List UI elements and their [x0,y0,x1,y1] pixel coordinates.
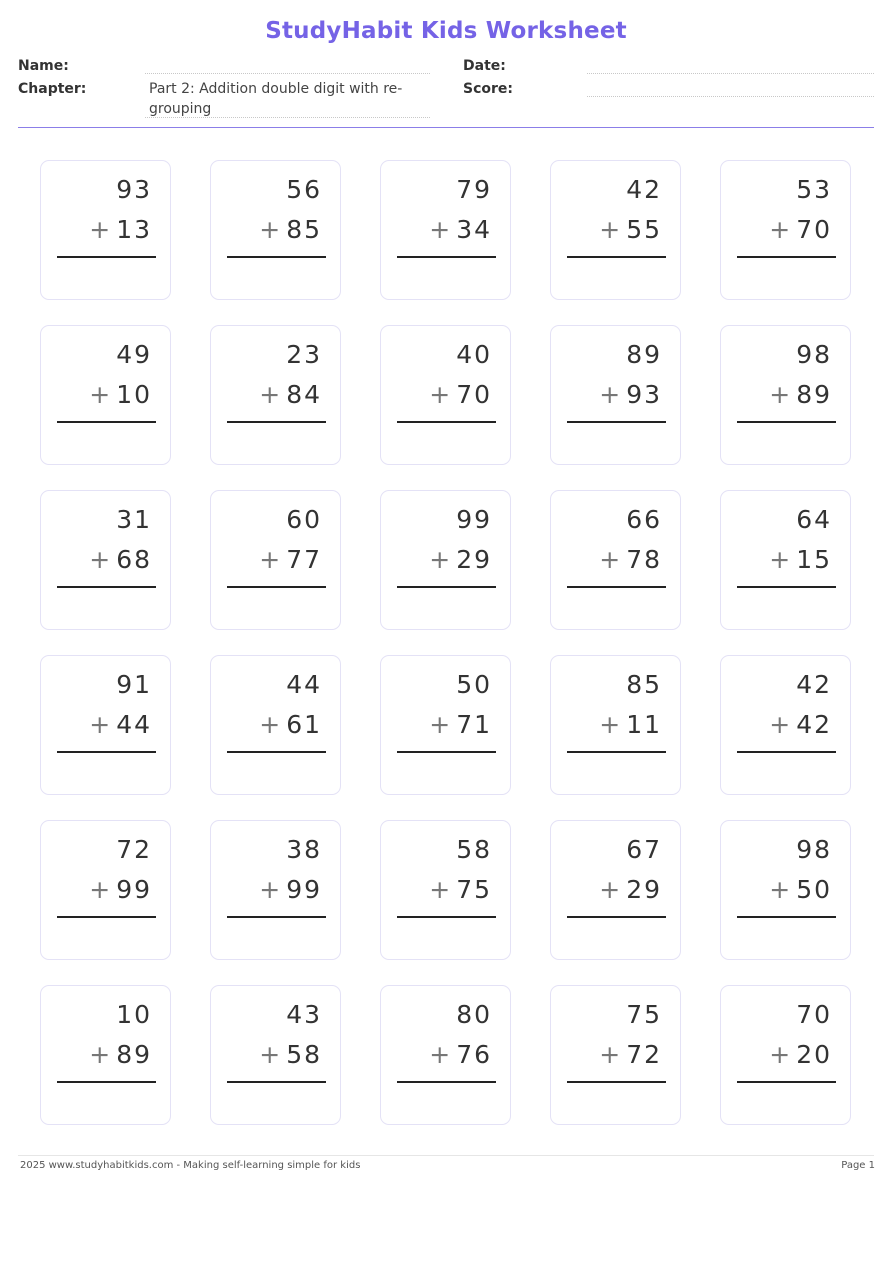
problem-grid [40,160,852,1128]
second-addend: 58 [286,1040,322,1069]
second-addend: 42 [796,710,832,739]
footer-text: 2025 www.studyhabitkids.com - Making self-learning simple for kids [20,1160,361,1171]
problem-card [720,985,851,1125]
problem-card [40,490,171,630]
first-addend: 66 [626,505,662,534]
first-addend: 53 [796,175,832,204]
plus-sign: + [259,710,281,739]
second-addend: 84 [286,380,322,409]
answer-line[interactable] [397,586,496,588]
first-addend: 89 [626,340,662,369]
plus-sign: + [259,545,281,574]
footer-divider [18,1155,874,1156]
first-addend: 50 [456,670,492,699]
problem-card [210,820,341,960]
first-addend: 23 [286,340,322,369]
first-addend: 31 [116,505,152,534]
second-addend: 72 [626,1040,662,1069]
problem-card [210,490,341,630]
problem-card [550,490,681,630]
answer-line[interactable] [737,256,836,258]
plus-sign: + [89,545,111,574]
plus-sign: + [599,1040,621,1069]
first-addend: 70 [796,1000,832,1029]
plus-sign: + [769,1040,791,1069]
plus-sign: + [89,380,111,409]
second-addend: 13 [116,215,152,244]
second-addend: 77 [286,545,322,574]
score-field-line[interactable] [587,96,874,97]
answer-line[interactable] [567,1081,666,1083]
second-addend: 29 [456,545,492,574]
date-label: Date: [463,58,506,74]
second-addend: 71 [456,710,492,739]
second-addend: 15 [796,545,832,574]
problem-card [380,820,511,960]
problem-card [40,985,171,1125]
problem-card [550,655,681,795]
plus-sign: + [89,215,111,244]
second-addend: 89 [116,1040,152,1069]
first-addend: 75 [626,1000,662,1029]
second-addend: 20 [796,1040,832,1069]
problem-card [210,655,341,795]
plus-sign: + [89,710,111,739]
answer-line[interactable] [567,256,666,258]
problem-card [720,490,851,630]
name-field-line[interactable] [145,73,430,74]
name-label: Name: [18,58,69,74]
answer-line[interactable] [397,916,496,918]
score-label: Score: [463,81,513,97]
plus-sign: + [429,1040,451,1069]
first-addend: 42 [626,175,662,204]
plus-sign: + [259,1040,281,1069]
answer-line[interactable] [57,1081,156,1083]
first-addend: 67 [626,835,662,864]
page-number: Page 1 [841,1160,875,1171]
first-addend: 91 [116,670,152,699]
problem-card [720,655,851,795]
plus-sign: + [599,875,621,904]
answer-line[interactable] [227,751,326,753]
plus-sign: + [429,710,451,739]
answer-line[interactable] [737,421,836,423]
worksheet-title: StudyHabit Kids Worksheet [265,18,627,44]
answer-line[interactable] [737,751,836,753]
problem-card [40,655,171,795]
problem-card [210,325,341,465]
answer-line[interactable] [227,256,326,258]
plus-sign: + [259,380,281,409]
plus-sign: + [429,215,451,244]
problem-card [380,985,511,1125]
answer-line[interactable] [567,916,666,918]
first-addend: 10 [116,1000,152,1029]
second-addend: 50 [796,875,832,904]
answer-line[interactable] [397,421,496,423]
first-addend: 79 [456,175,492,204]
second-addend: 89 [796,380,832,409]
problem-card [380,325,511,465]
answer-line[interactable] [397,751,496,753]
plus-sign: + [769,710,791,739]
problem-card [40,325,171,465]
chapter-label: Chapter: [18,81,87,97]
plus-sign: + [89,875,111,904]
answer-line[interactable] [57,256,156,258]
first-addend: 98 [796,340,832,369]
plus-sign: + [769,545,791,574]
plus-sign: + [429,545,451,574]
problem-card [380,490,511,630]
problem-card [40,820,171,960]
second-addend: 61 [286,710,322,739]
answer-line[interactable] [737,916,836,918]
second-addend: 68 [116,545,152,574]
plus-sign: + [599,215,621,244]
problem-card [550,820,681,960]
second-addend: 76 [456,1040,492,1069]
answer-line[interactable] [57,586,156,588]
problem-card [720,820,851,960]
problem-card [550,325,681,465]
second-addend: 70 [796,215,832,244]
first-addend: 58 [456,835,492,864]
answer-line[interactable] [567,751,666,753]
second-addend: 99 [286,875,322,904]
problem-card [550,985,681,1125]
second-addend: 93 [626,380,662,409]
first-addend: 72 [116,835,152,864]
first-addend: 80 [456,1000,492,1029]
answer-line[interactable] [227,421,326,423]
chapter-field-line [145,117,430,118]
problem-card [40,160,171,300]
plus-sign: + [429,875,451,904]
second-addend: 99 [116,875,152,904]
problem-card [380,160,511,300]
first-addend: 56 [286,175,322,204]
second-addend: 55 [626,215,662,244]
plus-sign: + [769,215,791,244]
answer-line[interactable] [567,586,666,588]
answer-line[interactable] [227,916,326,918]
first-addend: 98 [796,835,832,864]
plus-sign: + [599,380,621,409]
answer-line[interactable] [397,256,496,258]
second-addend: 11 [626,710,662,739]
plus-sign: + [599,545,621,574]
second-addend: 70 [456,380,492,409]
answer-line[interactable] [57,916,156,918]
answer-line[interactable] [57,421,156,423]
problem-card [720,325,851,465]
problem-card [720,160,851,300]
second-addend: 85 [286,215,322,244]
second-addend: 29 [626,875,662,904]
answer-line[interactable] [227,1081,326,1083]
second-addend: 44 [116,710,152,739]
date-field-line[interactable] [587,73,874,74]
problem-card [380,655,511,795]
problem-card [210,985,341,1125]
plus-sign: + [259,875,281,904]
first-addend: 42 [796,670,832,699]
first-addend: 64 [796,505,832,534]
answer-line[interactable] [397,1081,496,1083]
header-divider [18,127,874,128]
first-addend: 44 [286,670,322,699]
plus-sign: + [89,1040,111,1069]
first-addend: 99 [456,505,492,534]
first-addend: 85 [626,670,662,699]
answer-line[interactable] [57,751,156,753]
first-addend: 38 [286,835,322,864]
problem-card [550,160,681,300]
answer-line[interactable] [227,586,326,588]
first-addend: 40 [456,340,492,369]
answer-line[interactable] [737,1081,836,1083]
first-addend: 93 [116,175,152,204]
plus-sign: + [259,215,281,244]
second-addend: 34 [456,215,492,244]
second-addend: 78 [626,545,662,574]
first-addend: 49 [116,340,152,369]
first-addend: 43 [286,1000,322,1029]
answer-line[interactable] [737,586,836,588]
plus-sign: + [769,875,791,904]
plus-sign: + [599,710,621,739]
second-addend: 10 [116,380,152,409]
problem-card [210,160,341,300]
first-addend: 60 [286,505,322,534]
plus-sign: + [769,380,791,409]
plus-sign: + [429,380,451,409]
second-addend: 75 [456,875,492,904]
chapter-value: Part 2: Addition double digit with re-grouping [149,81,403,117]
answer-line[interactable] [567,421,666,423]
